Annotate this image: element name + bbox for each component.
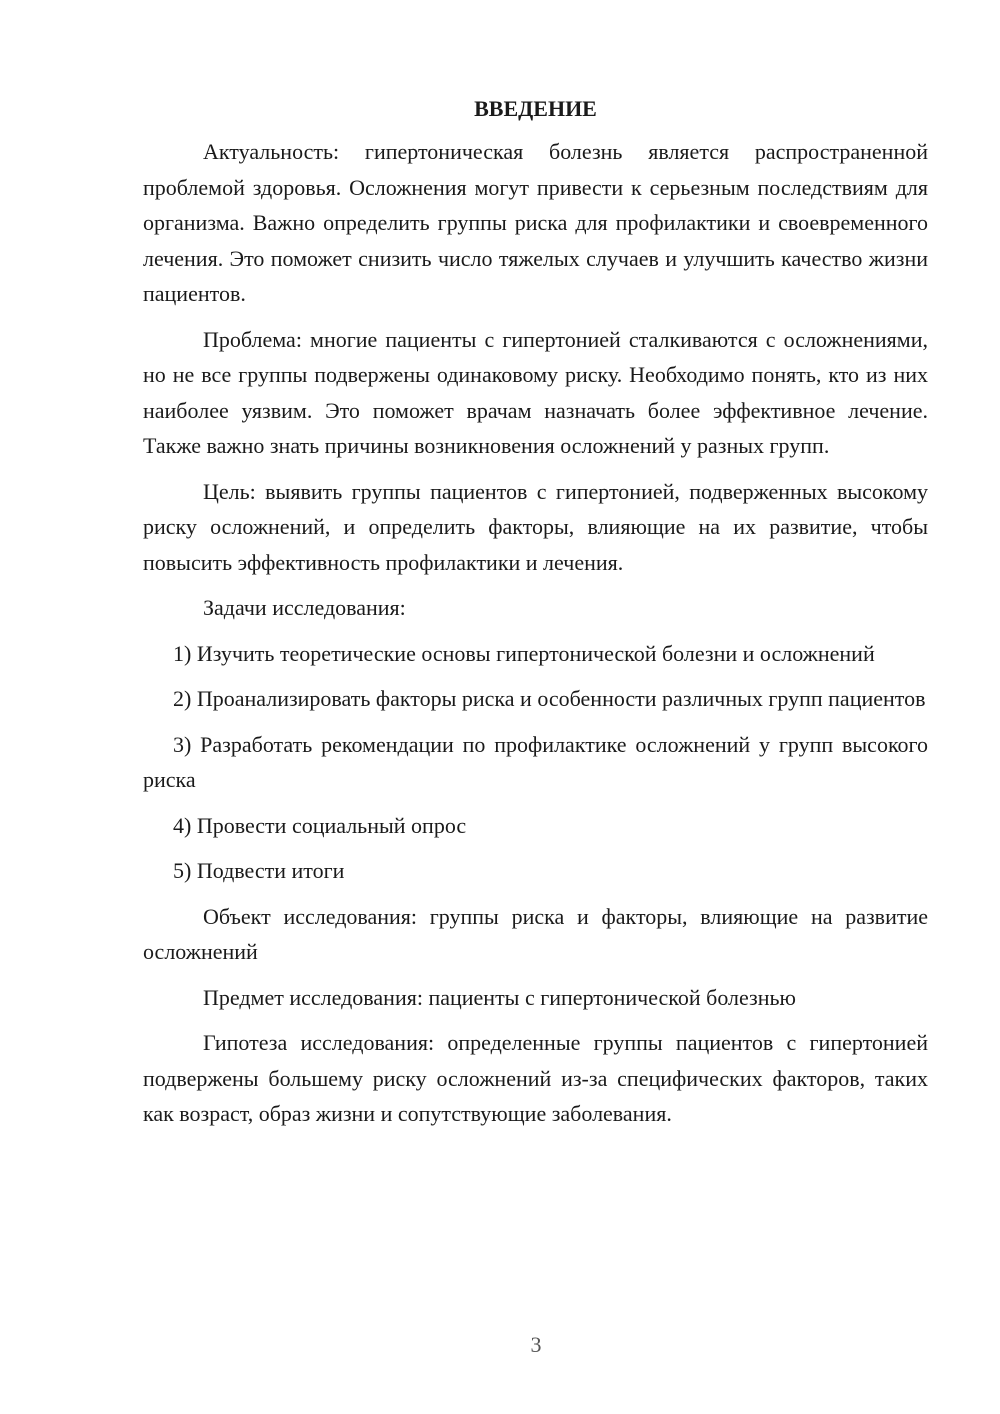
tasks-header: Задачи исследования: bbox=[203, 595, 406, 620]
section-title: ВВЕДЕНИЕ bbox=[474, 96, 597, 121]
paragraph-hypothesis: Гипотеза исследования: определенные группы пациентов с гипертонией подвержены большему риску осложнений из-за специфических факторов, таких как возраст, образ жизни и сопутствующие заболевания. bbox=[143, 1030, 928, 1126]
paragraph-relevance: Актуальность: гипертоническая болезнь является распространенной проблемой здоровья. Осложнения могут привести к серьезным последствиям для организма. Важно определить группы риска для профилактики и своевременного лечения. Это поможет снизить число тяжелых случаев и улучшить качество жизни пациентов. bbox=[143, 139, 928, 306]
task-item-3: 3) Разработать рекомендации по профилактике осложнений у групп высокого риска bbox=[143, 731, 928, 792]
page-number: 3 bbox=[530, 1332, 542, 1357]
paragraph-goal: Цель: выявить группы пациентов с гипертонией, подверженных высокому риску осложнений, и определить факторы, влияющие на их развитие, чтобы повысить эффективность профилактики и лечения. bbox=[143, 478, 928, 575]
task-item-2: 2) Проанализировать факторы риска и особенности различных групп пациентов bbox=[173, 686, 926, 711]
paragraph-object: Объект исследования: группы риска и факторы, влияющие на развитие осложнений bbox=[143, 903, 928, 964]
task-item-5: 5) Подвести итоги bbox=[173, 858, 345, 883]
task-item-4: 4) Провести социальный опрос bbox=[173, 812, 467, 838]
task-item-1: 1) Изучить теоретические основы гипертонической болезни и осложнений bbox=[173, 640, 875, 666]
paragraph-subject: Предмет исследования: пациенты с гипертонической болезнью bbox=[203, 984, 796, 1010]
document-page bbox=[143, 90, 928, 1142]
paragraph-problem: Проблема: многие пациенты с гипертонией сталкиваются с осложнениями, но не все группы подвержены одинаковому риску. Необходимо понять, кто из них наиболее уязвим. Это поможет врачам назначать более эффективное лечение. Также важно знать причины возникновения осложнений у разных групп. bbox=[143, 326, 928, 458]
